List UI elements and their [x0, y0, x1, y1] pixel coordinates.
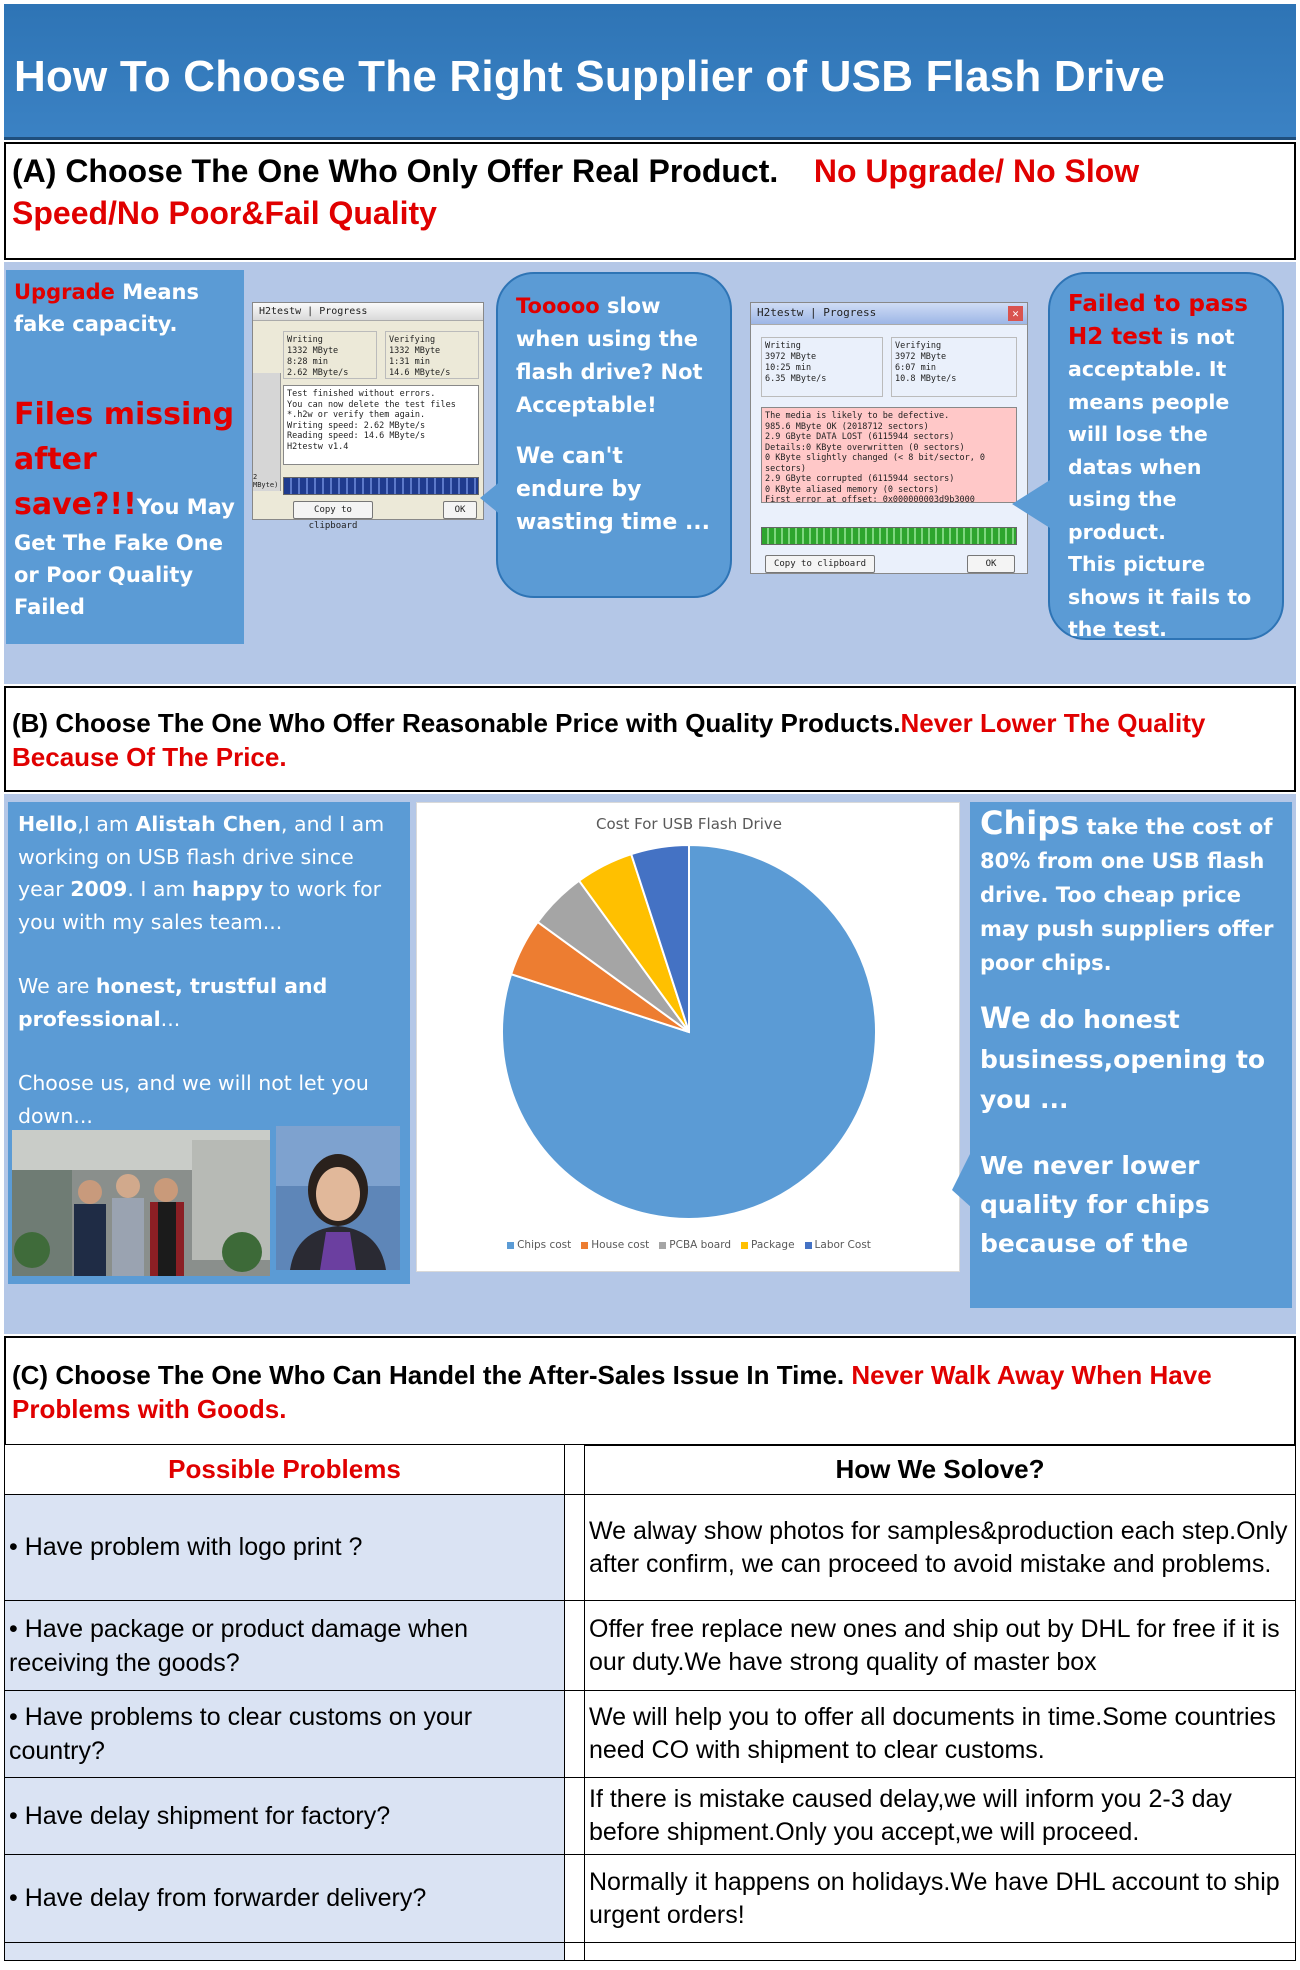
upgrade-text: [14, 276, 236, 340]
slow-speed-bubble: [496, 272, 732, 598]
col-possible-problems: Possible Problems: [5, 1445, 565, 1495]
legend-swatch: [805, 1242, 812, 1249]
verifying-line: 10.8 MByte/s: [895, 374, 957, 384]
legend-item: [507, 1239, 571, 1251]
writing-line: 8:28 min: [287, 357, 328, 367]
intro-bold: Alistah Chen: [135, 812, 281, 836]
column-gap: [565, 1495, 585, 1601]
h2-test-rest: is not acceptable. It means people will lose the datas when using the product.: [1068, 324, 1235, 544]
h2testw-failure-screenshot: [750, 302, 1028, 574]
column-gap: [565, 1855, 585, 1943]
log-line: H2testw v1.4: [287, 441, 349, 452]
solution-cell: [585, 1943, 1296, 1961]
verifying-label: Verifying: [895, 341, 942, 351]
h2-test-text: [1068, 288, 1264, 548]
chart-legend: [417, 1239, 961, 1252]
choose-us-paragraph: Choose us, and we will not let you down...: [18, 1071, 369, 1128]
log-line: Writing speed: 2.62 MByte/s: [287, 420, 426, 431]
ok-button[interactable]: OK: [443, 501, 477, 519]
we-rest: do honest business,opening to you ...: [980, 1005, 1266, 1114]
intro-bold: Hello: [18, 812, 78, 836]
solution-cell: We alway show photos for samples&production each step.Only after confirm, we can proceed to avoid mistake and problems.: [585, 1495, 1296, 1601]
log-line: Details:0 KByte overwritten (0 sectors): [765, 442, 965, 453]
files-missing-red: Files missing after save?!!: [14, 397, 235, 522]
col-how-we-solve: How We Solove?: [585, 1445, 1296, 1495]
writing-line: 1332 MByte: [287, 346, 339, 356]
we-big: We: [980, 1001, 1031, 1035]
problem-cell: • Have delay shipment for factory?: [5, 1778, 565, 1855]
screenshot-titlebar: H2testw | Progress: [751, 303, 1027, 325]
intro-text: , and I am working on USB flash drive since year: [18, 812, 385, 901]
section-a-heading-text: (A) Choose The One Who Only Offer Real Product.: [12, 153, 779, 189]
writing-line: 3972 MByte: [765, 352, 817, 362]
writing-line: 10:25 min: [765, 363, 812, 373]
section-b-heading-text: (B) Choose The One Who Offer Reasonable Price with Quality Products.: [12, 708, 901, 738]
upgrade-rest: Means fake capacity.: [14, 280, 199, 336]
log-line: 2.9 GByte DATA LOST (6115944 sectors): [765, 432, 955, 442]
upgrade-red: Upgrade: [14, 280, 115, 304]
legend-label: Package: [751, 1239, 795, 1251]
log-line: Reading speed: 14.6 MByte/s: [287, 431, 426, 441]
legend-item: [741, 1239, 795, 1251]
files-missing-rest: You May Get The Fake One or Poor Quality Failed: [14, 495, 235, 619]
pie-chart: [417, 839, 961, 1229]
table-row: [5, 1495, 1296, 1601]
wasting-time-text: We can't endure by wasting time ...: [516, 444, 711, 535]
writing-label: Writing: [287, 335, 323, 345]
chart-title: Cost For USB Flash Drive: [596, 815, 782, 833]
screenshot-titlebar: H2testw | Progress: [253, 303, 483, 321]
close-icon[interactable]: ✕: [1008, 306, 1023, 321]
table-row: [5, 1691, 1296, 1778]
intro-paragraph: [18, 808, 400, 938]
legend-swatch: [741, 1242, 748, 1249]
never-lower-text: We never lower quality for chips because of the: [980, 1151, 1210, 1258]
section-c-heading: [4, 1336, 1296, 1446]
verifying-line: 1332 MByte: [389, 346, 441, 356]
table-row: [5, 1601, 1296, 1691]
verifying-line: 6:07 min: [895, 363, 936, 373]
writing-line: 2.62 MByte/s: [287, 368, 349, 378]
table-row: [5, 1855, 1296, 1943]
portrait-photo: [276, 1126, 400, 1270]
solution-cell: We will help you to offer all documents in time.Some countries need CO with shipment to clear customs.: [585, 1691, 1296, 1778]
honest-paragraph: [18, 970, 400, 1035]
problem-cell: • Have problem with logo print ?: [5, 1495, 565, 1601]
legend-swatch: [507, 1242, 514, 1249]
legend-item: [805, 1239, 871, 1251]
verifying-group: [891, 337, 1017, 397]
bubble1-pointer: [480, 480, 504, 520]
intro-text: to work for you with my sales team...: [18, 877, 382, 934]
side-fragment: 2 MByte): [253, 373, 281, 491]
section-a-heading: [4, 142, 1296, 260]
h2testw-success-screenshot: [252, 302, 484, 531]
section-a-heading-red: No Upgrade/ No Slow Speed/No Poor&Fail Quality: [12, 153, 1140, 231]
log-line: The media is likely to be defective.: [765, 411, 950, 421]
honest-bold: honest, trustful and professional: [18, 974, 328, 1031]
verifying-line: 3972 MByte: [895, 352, 947, 362]
legend-label: Chips cost: [517, 1239, 572, 1251]
intro-text: ,I am: [77, 812, 136, 836]
copy-to-clipboard-button[interactable]: Copy to clipboard: [765, 555, 875, 573]
legend-swatch: [659, 1242, 666, 1249]
h2-test-bubble: [1048, 272, 1284, 640]
log-line: 0 KByte aliased memory (0 sectors): [765, 484, 939, 495]
solution-cell: Offer free replace new ones and ship out by DHL for free if it is our duty.We have strong quality of master box: [585, 1601, 1296, 1691]
log-line: First error at offset: 0x000000003d9b3000: [765, 495, 975, 505]
error-log: [761, 407, 1017, 503]
progress-bar: [761, 527, 1017, 545]
table-row-partial: [5, 1943, 1296, 1961]
legend-label: Labor Cost: [814, 1239, 871, 1251]
ok-button[interactable]: OK: [967, 555, 1015, 573]
page-title: How To Choose The Right Supplier of USB Flash Drive: [14, 52, 1165, 101]
legend-label: House cost: [591, 1239, 650, 1251]
solution-cell: Normally it happens on holidays.We have DHL account to ship urgent orders!: [585, 1855, 1296, 1943]
legend-item: [659, 1239, 731, 1251]
team-photo: [12, 1130, 270, 1276]
slow-speed-text: [516, 290, 712, 422]
log-line: Test finished without errors.: [287, 389, 436, 399]
log-line: 2.9 GByte corrupted (6115944 sectors): [765, 474, 955, 484]
honest-business-text: [980, 998, 1282, 1120]
legend-swatch: [581, 1242, 588, 1249]
title-banner: [4, 4, 1296, 140]
bubble2-pointer: [1012, 480, 1052, 530]
legend-item: [581, 1239, 649, 1251]
column-gap: [565, 1601, 585, 1691]
log-line: 985.6 MByte OK (2018712 sectors): [765, 421, 929, 432]
chips-panel-pointer: [952, 1150, 974, 1210]
chips-panel: [970, 802, 1292, 1308]
column-gap: [565, 1445, 585, 1495]
intro-bold: 2009: [70, 877, 128, 901]
column-gap: [565, 1691, 585, 1778]
honest-text: We are: [18, 974, 96, 998]
cost-chart: [416, 802, 960, 1272]
chips-text: [980, 806, 1282, 980]
legend-label: PCBA board: [669, 1239, 731, 1251]
files-missing-text: [14, 392, 236, 623]
problem-cell: • Have problems to clear customs on your country?: [5, 1691, 565, 1778]
column-gap: [565, 1943, 585, 1961]
chips-rest: take the cost of 80% from one USB flash drive. Too cheap price may push suppliers offer poor chips.: [980, 815, 1274, 975]
slow-speed-red: Tooooo: [516, 294, 600, 318]
upgrade-panel: [6, 270, 244, 644]
section-b-heading: [4, 686, 1296, 792]
section-c-heading-text: (C) Choose The One Who Can Handel the After-Sales Issue In Time.: [12, 1360, 845, 1390]
writing-line: 6.35 MByte/s: [765, 374, 827, 384]
column-gap: [565, 1778, 585, 1855]
section-c-heading-red: Never Walk Away When Have Problems with Goods.: [12, 1360, 1212, 1424]
log-line: You can now delete the test files *.h2w or verify them again.: [287, 399, 456, 420]
verifying-group: [385, 331, 479, 379]
writing-label: Writing: [765, 341, 801, 351]
problem-cell: • Have delay from forwarder delivery?: [5, 1855, 565, 1943]
section-b-heading-red: Never Lower The Quality Because Of The Price.: [12, 708, 1206, 772]
verifying-line: 1:31 min: [389, 357, 430, 367]
chips-big: Chips: [980, 804, 1080, 842]
copy-to-clipboard-button[interactable]: Copy to clipboard: [293, 501, 373, 519]
verifying-line: 14.6 MByte/s: [389, 368, 451, 378]
honest-text: ...: [160, 1006, 181, 1031]
intro-bold: happy: [191, 877, 264, 901]
writing-group: [761, 337, 883, 397]
log-line: 0 KByte slightly changed (< 8 bit/sector, 0 sectors): [765, 453, 986, 474]
table-header-row: [5, 1445, 1296, 1495]
h2-test-red: Failed to pass H2 test: [1068, 291, 1248, 350]
problem-cell: [5, 1943, 565, 1961]
result-log: [283, 385, 479, 465]
writing-group: [283, 331, 377, 379]
verifying-label: Verifying: [389, 335, 436, 345]
fails-test-text: This picture shows it fails to the test.: [1068, 552, 1252, 641]
progress-bar: [283, 477, 479, 495]
solution-cell: If there is mistake caused delay,we will inform you 2-3 day before shipment.Only you accept,we will proceed.: [585, 1778, 1296, 1855]
intro-text: . I am: [127, 877, 192, 901]
problem-cell: • Have package or product damage when receiving the goods?: [5, 1601, 565, 1691]
after-sales-table: [4, 1444, 1296, 1961]
slow-speed-rest: slow when using the flash drive? Not Acceptable!: [516, 294, 703, 417]
table-row: [5, 1778, 1296, 1855]
